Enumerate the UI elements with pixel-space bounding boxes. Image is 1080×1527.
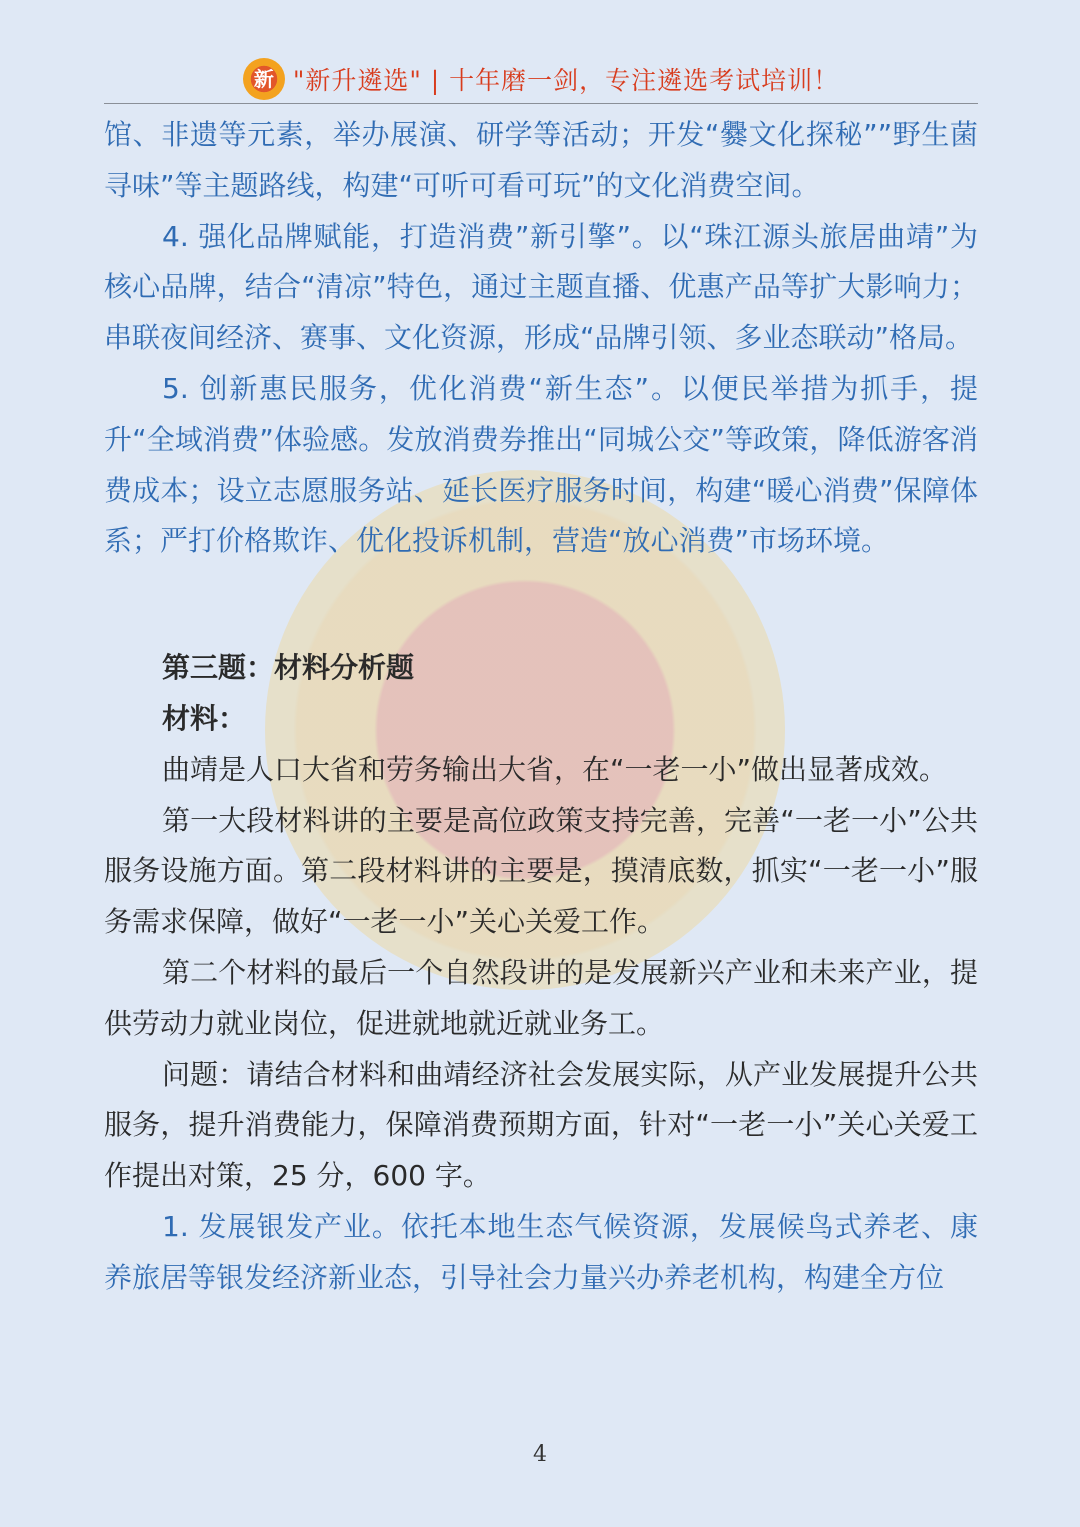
material-label: 材料： (162, 701, 247, 735)
answer-paragraph: 5. 创新惠民服务，优化消费“新生态”。以便民举措为抓手，提升“全域消费”体验感。发放消费券推出“同城公交”等政策，降低游客消费成本；设立志愿服务站、延长医疗服务时间，构建“暖心消费”保障体系；严打价格欺诈、优化投诉机制，营造“放心消费”市场环境。 (104, 371, 978, 558)
brand-logo-icon (243, 58, 285, 100)
section-spacer (104, 567, 978, 643)
answer-paragraph: 4. 强化品牌赋能，打造消费”新引擎”。以“珠江源头旅居曲靖”为核心品牌，结合“清凉”特色，通过主题直播、优惠产品等扩大影响力；串联夜间经济、赛事、文化资源，形成“品牌引领、多业态联动”格局。 (104, 219, 978, 355)
logo-glyph: 新 (253, 66, 274, 91)
material-paragraph: 第一大段材料讲的主要是高位政策支持完善，完善“一老一小”公共服务设施方面。第二段材料讲的主要是，摸清底数，抓实“一老一小”服务需求保障，做好“一老一小”关心关爱工作。 (104, 803, 978, 939)
section-title: 第三题：材料分析题 (162, 651, 415, 685)
page-number: 4 (533, 1442, 547, 1467)
header-slogan: "新升遴选" | 十年磨一剑，专注遴选考试培训！ (292, 65, 840, 95)
answer-paragraph: 1. 发展银发产业。依托本地生态气候资源，发展候鸟式养老、康养旅居等银发经济新业态，引导社会力量兴办养老机构，构建全方位 (104, 1209, 978, 1294)
material-paragraph: 曲靖是人口大省和劳务输出大省，在“一老一小”做出显著成效。 (162, 752, 948, 786)
material-paragraph: 第二个材料的最后一个自然段讲的是发展新兴产业和未来产业，提供劳动力就业岗位，促进就地就近就业务工。 (104, 955, 978, 1040)
page-header (104, 54, 978, 104)
question-paragraph: 问题：请结合材料和曲靖经济社会发展实际，从产业发展提升公共服务，提升消费能力，保障消费预期方面，针对“一老一小”关心关爱工作提出对策，25 分，600 字。 (104, 1057, 978, 1193)
answer-paragraph: 馆、非遗等元素，举办展演、研学等活动；开发“爨文化探秘””野生菌寻味”等主题路线，构建“可听可看可玩”的文化消费空间。 (104, 118, 978, 202)
document-body (104, 110, 978, 1304)
